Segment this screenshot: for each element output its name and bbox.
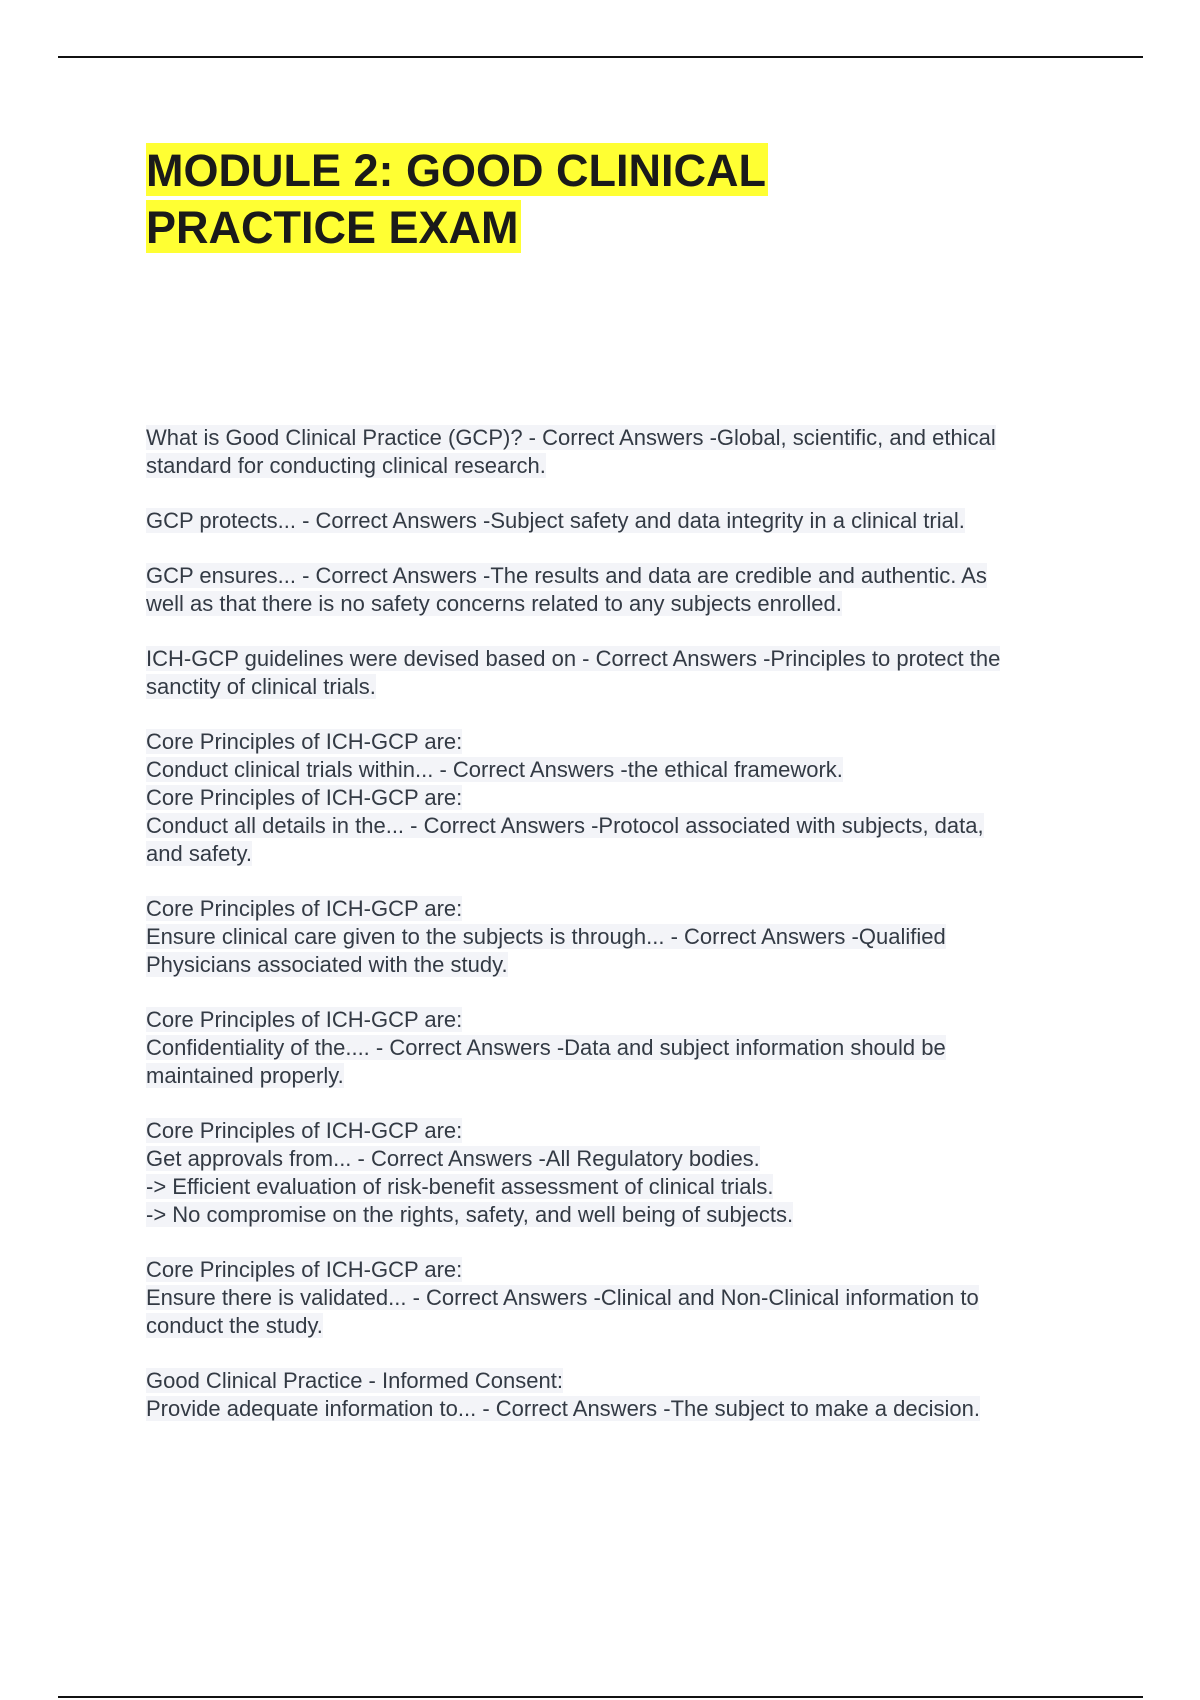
qa-line-text: maintained properly.	[146, 1063, 344, 1088]
qa-line	[146, 1145, 1106, 1173]
qa-line-text: Core Principles of ICH-GCP are:	[146, 1118, 463, 1143]
qa-item	[146, 507, 1106, 535]
qa-line	[146, 1256, 1106, 1284]
qa-line	[146, 951, 1106, 979]
qa-line-text: Confidentiality of the.... - Correct Answers -Data and subject information should be	[146, 1035, 946, 1060]
qa-line	[146, 923, 1106, 951]
qa-line-text: conduct the study.	[146, 1313, 323, 1338]
qa-line	[146, 1062, 1106, 1090]
qa-line	[146, 1173, 1106, 1201]
qa-line-text: Ensure clinical care given to the subjects is through... - Correct Answers -Qualified	[146, 924, 946, 949]
qa-line	[146, 784, 1106, 812]
qa-item	[146, 1117, 1106, 1229]
qa-line-text: Physicians associated with the study.	[146, 952, 508, 977]
qa-list	[146, 424, 1106, 1450]
qa-line-text: Get approvals from... - Correct Answers -All Regulatory bodies.	[146, 1146, 760, 1171]
qa-line-text: Core Principles of ICH-GCP are:	[146, 896, 463, 921]
header-rule	[58, 56, 1143, 58]
qa-item	[146, 424, 1106, 480]
qa-item	[146, 1006, 1106, 1090]
qa-line-text: GCP ensures... - Correct Answers -The results and data are credible and authentic. As	[146, 563, 987, 588]
qa-line	[146, 1367, 1106, 1395]
qa-line-text: Good Clinical Practice - Informed Consent:	[146, 1368, 563, 1393]
qa-line-text: Conduct all details in the... - Correct Answers -Protocol associated with subjects, data,	[146, 813, 984, 838]
footer-rule	[58, 1696, 1143, 1698]
qa-line-text: well as that there is no safety concerns related to any subjects enrolled.	[146, 591, 842, 616]
qa-line-text: Core Principles of ICH-GCP are:	[146, 785, 463, 810]
page-title-line-2: PRACTICE EXAM	[146, 202, 519, 253]
qa-line-text: sanctity of clinical trials.	[146, 674, 376, 699]
qa-item	[146, 728, 1106, 868]
page-title	[146, 142, 906, 256]
qa-line	[146, 1201, 1106, 1229]
qa-item	[146, 1367, 1106, 1423]
qa-line	[146, 1006, 1106, 1034]
qa-line-text: Provide adequate information to... - Correct Answers -The subject to make a decision.	[146, 1396, 980, 1421]
qa-line	[146, 424, 1106, 452]
qa-item	[146, 645, 1106, 701]
qa-line	[146, 1284, 1106, 1312]
qa-line	[146, 1117, 1106, 1145]
qa-line	[146, 840, 1106, 868]
qa-line-text: Core Principles of ICH-GCP are:	[146, 729, 463, 754]
qa-item	[146, 895, 1106, 979]
qa-line	[146, 756, 1106, 784]
qa-line	[146, 452, 1106, 480]
qa-line-text: Conduct clinical trials within... - Correct Answers -the ethical framework.	[146, 757, 843, 782]
qa-line	[146, 1395, 1106, 1423]
qa-line-text: Core Principles of ICH-GCP are:	[146, 1257, 463, 1282]
qa-line-text: standard for conducting clinical research.	[146, 453, 546, 478]
qa-line-text: Core Principles of ICH-GCP are:	[146, 1007, 463, 1032]
qa-line	[146, 895, 1106, 923]
qa-line-text: Ensure there is validated... - Correct Answers -Clinical and Non-Clinical information to	[146, 1285, 979, 1310]
qa-line-text: What is Good Clinical Practice (GCP)? - Correct Answers -Global, scientific, and ethical	[146, 425, 996, 450]
qa-line	[146, 562, 1106, 590]
qa-line-text: -> Efficient evaluation of risk-benefit assessment of clinical trials.	[146, 1174, 774, 1199]
qa-line	[146, 728, 1106, 756]
qa-line	[146, 812, 1106, 840]
qa-line	[146, 1312, 1106, 1340]
qa-line	[146, 507, 1106, 535]
qa-line	[146, 1034, 1106, 1062]
qa-line	[146, 645, 1106, 673]
qa-line-text: ICH-GCP guidelines were devised based on - Correct Answers -Principles to protect the	[146, 646, 1001, 671]
qa-line	[146, 673, 1106, 701]
qa-item	[146, 1256, 1106, 1340]
qa-item	[146, 562, 1106, 618]
qa-line-text: GCP protects... - Correct Answers -Subject safety and data integrity in a clinical trial.	[146, 508, 965, 533]
qa-line-text: and safety.	[146, 841, 252, 866]
qa-line-text: -> No compromise on the rights, safety, and well being of subjects.	[146, 1202, 794, 1227]
page-title-line-1: MODULE 2: GOOD CLINICAL	[146, 145, 766, 196]
qa-line	[146, 590, 1106, 618]
